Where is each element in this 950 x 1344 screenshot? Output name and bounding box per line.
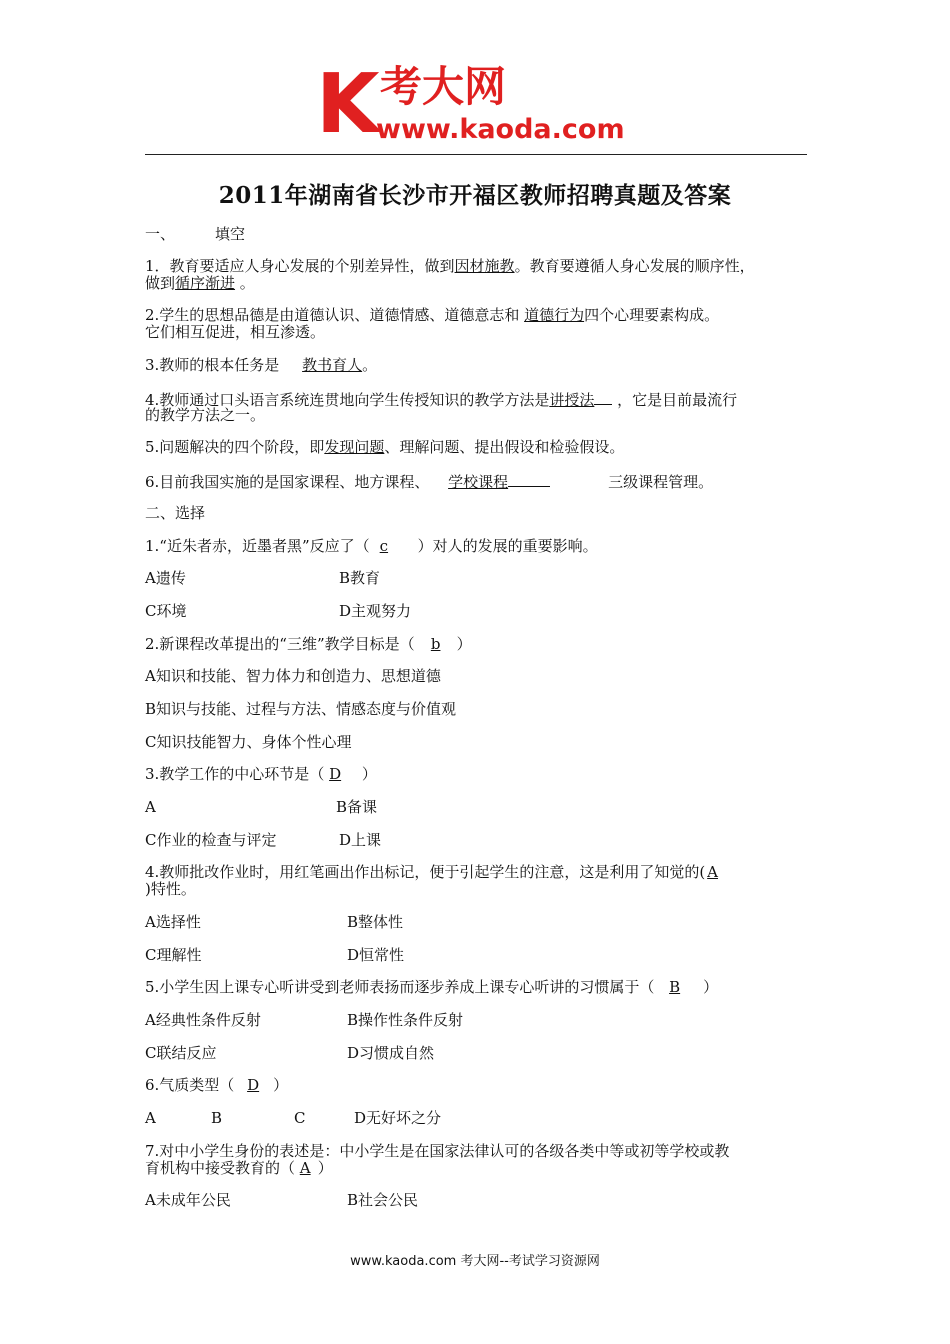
- choice-q7-text-c: ）: [317, 1159, 333, 1177]
- fill-q2-text-a: 2.学生的思想品德是由道德认识、道德情感、道德意志和: [145, 306, 525, 324]
- header-divider: [145, 154, 807, 155]
- choice-q5-option-c: C联结反应: [145, 1044, 217, 1062]
- choice-q4-line1: [145, 864, 723, 881]
- page-footer: www.kaoda.com 考大网--考试学习资源网: [350, 1254, 600, 1269]
- choice-q6: [145, 1077, 288, 1094]
- choice-q4-option-b: B整体性: [347, 913, 404, 931]
- fill-q5: [145, 439, 624, 456]
- choice-q3-option-a: A: [145, 798, 156, 816]
- choice-q7-option-a: A未成年公民: [145, 1191, 231, 1209]
- choice-q2: [145, 636, 472, 653]
- fill-q1-text-b: 。教育要遵循人身心发展的顺序性，: [514, 257, 755, 275]
- choice-q2-option-c: C知识技能智力、身体个性心理: [145, 733, 352, 751]
- fill-q5-text-a: 5.问题解决的四个阶段，即: [145, 438, 325, 456]
- choice-q1-option-a: A遗传: [145, 569, 186, 587]
- fill-q4-line2: 的教学方法之一。: [145, 406, 266, 424]
- section-2-heading: 二、选择: [145, 504, 206, 522]
- choice-q1-answer: c: [379, 537, 389, 555]
- fill-q6-text-b: 三级课程管理。: [608, 473, 714, 491]
- choice-q1-option-c: C环境: [145, 602, 187, 620]
- choice-q5-option-d: D习惯成自然: [347, 1044, 435, 1062]
- fill-q2-text-b: 四个心理要素构成。: [584, 306, 720, 324]
- fill-q2-answer: 道德行为: [524, 306, 585, 324]
- choice-q7-line1: 7.对中小学生身份的表述是：中小学生是在国家法律认可的各级各类中等或初等学校或教: [145, 1142, 730, 1160]
- choice-q1: [145, 538, 598, 555]
- fill-q5-answer: 发现问题: [324, 438, 385, 456]
- kaoda-logo: [316, 57, 646, 152]
- choice-q3-text-b: ）: [357, 765, 377, 783]
- fill-q6-blank: [508, 472, 550, 487]
- page-title: 2011年湖南省长沙市开福区教师招聘真题及答案: [218, 182, 732, 209]
- fill-q6-answer: 学校课程: [448, 473, 509, 491]
- fill-q2-line2: 它们相互促进，相互渗透。: [145, 323, 326, 341]
- choice-q3-option-d: D上课: [339, 831, 382, 849]
- choice-q6-text-b: ）: [273, 1076, 289, 1094]
- fill-q3-answer: 教书育人: [302, 356, 363, 374]
- section-1-number: 一、: [145, 225, 176, 243]
- choice-q7-text-b: 育机构中接受教育的（: [145, 1159, 300, 1177]
- choice-q7-line2: [145, 1160, 333, 1177]
- fill-q2-line1: [145, 307, 719, 324]
- choice-q3-answer: D: [329, 765, 342, 783]
- choice-q4-text-a: 4.教师批改作业时，用红笔画出作出标记，便于引起学生的注意，这是利用了知觉的(: [145, 863, 706, 881]
- logo-chinese-name: 考大网: [380, 62, 507, 111]
- choice-q4-option-d: D恒常性: [347, 946, 405, 964]
- fill-q1-text-a: 1．教育要适应人身心发展的个别差异性，做到: [145, 257, 455, 275]
- choice-q6-answer: D: [247, 1076, 260, 1094]
- fill-q4-answer: 讲授法: [549, 391, 595, 409]
- section-1-label: 填空: [215, 225, 246, 243]
- fill-q3: [145, 357, 377, 374]
- choice-q1-option-d: D主观努力: [339, 602, 412, 620]
- fill-q1-text-c: 做到: [145, 274, 176, 292]
- choice-q1-option-b: B教育: [339, 569, 381, 587]
- choice-q4-option-c: C理解性: [145, 946, 202, 964]
- logo-url: www.kaoda.com: [376, 114, 625, 145]
- fill-q4-blank: [594, 390, 612, 405]
- choice-q3: [145, 766, 377, 783]
- choice-q3-option-b: B备课: [336, 798, 378, 816]
- choice-q7-option-b: B社会公民: [347, 1191, 419, 1209]
- choice-q2-option-b: B知识与技能、过程与方法、情感态度与价值观: [145, 700, 457, 718]
- choice-q5-text-b: ）: [703, 978, 719, 996]
- fill-q1-answer-1: 因材施教: [454, 257, 515, 275]
- choice-q3-text-a: 3.教学工作的中心环节是（: [145, 765, 330, 783]
- fill-q1-answer-2: 循序渐进: [175, 274, 236, 292]
- choice-q7-answer: A: [299, 1159, 311, 1177]
- choice-q2-text-b: ）: [456, 635, 472, 653]
- fill-q6: [145, 472, 713, 491]
- fill-q5-text-b: 、理解问题、提出假设和检验假设。: [384, 438, 625, 456]
- logo-k-mark: K: [316, 57, 376, 152]
- fill-q1-text-d: 。: [235, 274, 255, 292]
- choice-q5-answer: B: [669, 978, 681, 996]
- choice-q1-text-a: 1.“近朱者赤，近墨者黑”反应了（: [145, 537, 370, 555]
- choice-q4-answer: A: [707, 863, 719, 881]
- choice-q6-option-c: C: [294, 1109, 306, 1127]
- choice-q5-option-b: B操作性条件反射: [347, 1011, 464, 1029]
- choice-q1-text-b: ）对人的发展的重要影响。: [417, 537, 598, 555]
- choice-q6-option-a: A: [145, 1109, 156, 1127]
- choice-q5-text-a: 5.小学生因上课专心听讲受到老师表扬而逐步养成上课专心听讲的习惯属于（: [145, 978, 660, 996]
- fill-q1-line1: [145, 258, 755, 275]
- choice-q5-option-a: A经典性条件反射: [145, 1011, 261, 1029]
- choice-q6-option-d: D无好坏之分: [354, 1109, 442, 1127]
- fill-q1-line2: [145, 275, 255, 292]
- choice-q4-option-a: A选择性: [145, 913, 201, 931]
- choice-q4-line2: )特性。: [145, 880, 196, 898]
- section-1-heading: [145, 226, 245, 243]
- choice-q2-text-a: 2.新课程改革提出的“三维”教学目标是（: [145, 635, 415, 653]
- choice-q3-option-c: C作业的检查与评定: [145, 831, 277, 849]
- choice-q2-answer: b: [430, 635, 441, 653]
- choice-q5: [145, 979, 718, 996]
- fill-q3-text-b: 。: [362, 356, 378, 374]
- choice-q6-option-b: B: [211, 1109, 223, 1127]
- fill-q6-text-a: 6.目前我国实施的是国家课程、地方课程、: [145, 473, 435, 491]
- choice-q6-text-a: 6.气质类型（: [145, 1076, 240, 1094]
- fill-q4-text-b: ，它是目前最流行: [612, 391, 738, 409]
- choice-q2-option-a: A知识和技能、智力体力和创造力、思想道德: [145, 667, 441, 685]
- fill-q4-text-a: 4.教师通过口头语言系统连贯地向学生传授知识的教学方法是: [145, 391, 550, 409]
- fill-q3-text-a: 3.教师的根本任务是: [145, 356, 285, 374]
